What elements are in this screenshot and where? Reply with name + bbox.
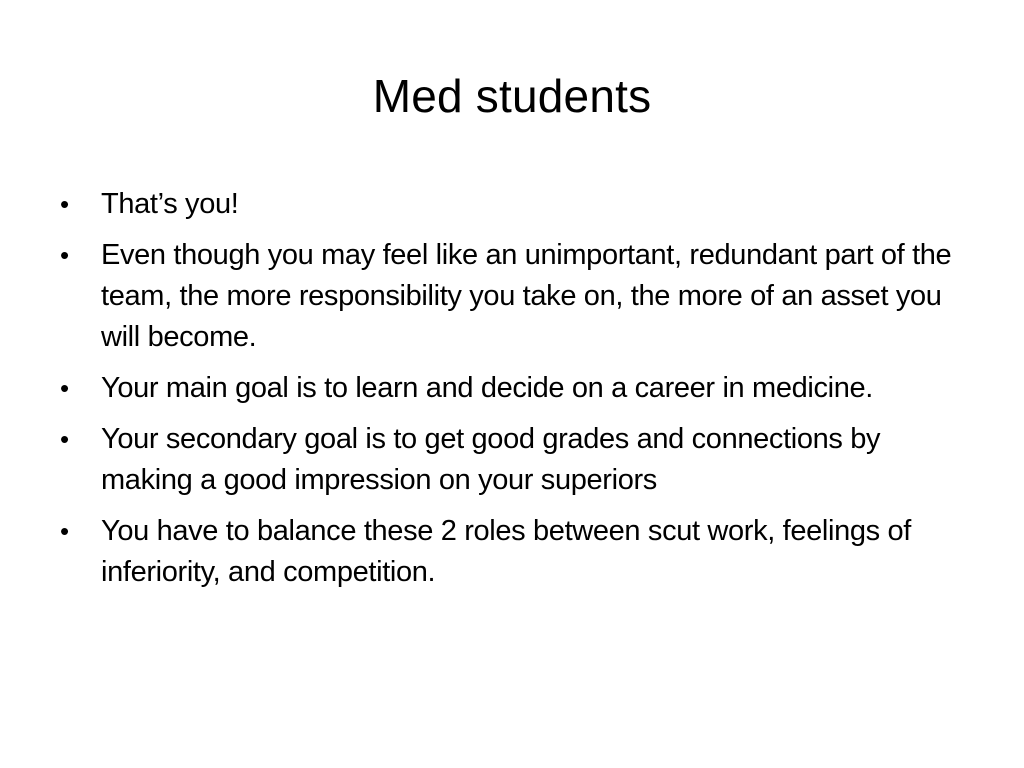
bullet-item	[60, 235, 960, 358]
bullet-icon: •	[60, 373, 69, 403]
bullet-text: Your secondary goal is to get good grades and connections by making a good impression on your superiors	[101, 423, 881, 496]
bullet-text: Even though you may feel like an unimportant, redundant part of the team, the more responsibility you take on, the more of an asset you will become.	[101, 239, 952, 353]
bullet-icon: •	[60, 240, 69, 270]
slide-title: Med students	[372, 70, 652, 122]
bullet-icon: •	[60, 424, 69, 454]
bullet-icon: •	[60, 516, 69, 546]
bullet-text: Your main goal is to learn and decide on a career in medicine.	[101, 372, 873, 404]
bullet-item	[60, 511, 960, 593]
bullet-item	[60, 368, 960, 409]
bullet-text: That’s you!	[101, 188, 239, 220]
bullet-item	[60, 419, 960, 501]
bullet-text: You have to balance these 2 roles between scut work, feelings of inferiority, and competition.	[101, 515, 912, 588]
bullet-item	[60, 184, 960, 225]
bullet-icon: •	[60, 189, 69, 219]
bullet-list	[60, 184, 960, 603]
